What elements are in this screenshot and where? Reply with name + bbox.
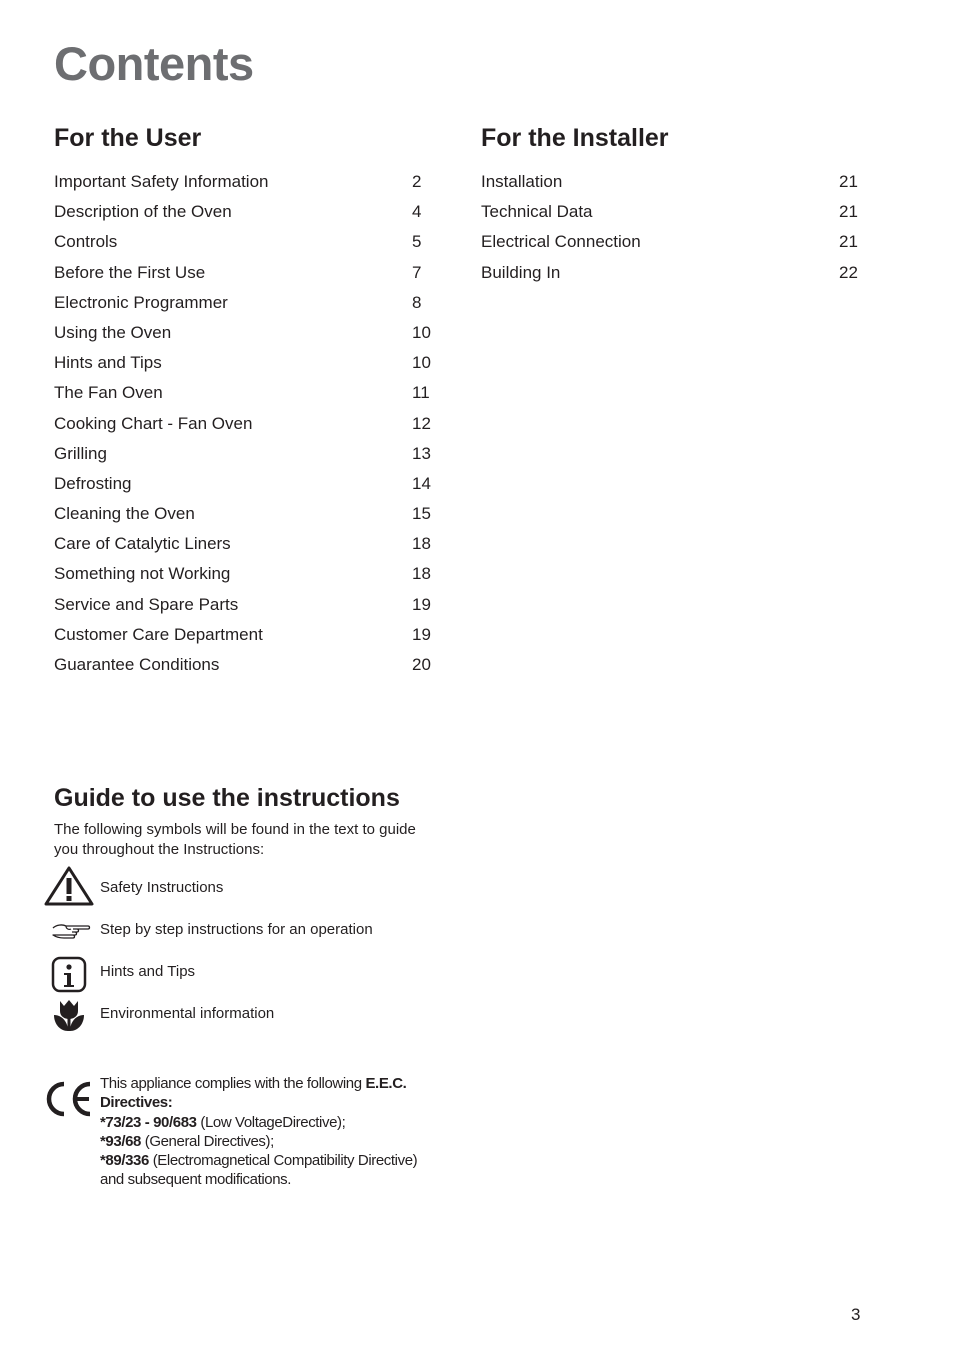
toc-entry [54,353,434,383]
toc-entry [54,504,434,534]
toc-entry [54,625,434,655]
toc-entry-page: 2 [412,172,422,191]
toc-entry-label: Grilling [54,443,107,463]
toc-entry [54,564,434,594]
compliance-directives-label: E.E.C. Directives: [100,1075,407,1112]
ce-mark-icon [40,1076,96,1122]
toc-entry-page: 10 [412,353,431,373]
toc-entry-label: Before the First Use [54,262,206,282]
symbol-row-hints [44,956,464,996]
toc-entry-page: 12 [412,413,431,433]
toc-entry-label: Hints and Tips [54,353,162,373]
installer-toc-list [481,172,861,293]
toc-entry-page: 21 [839,202,858,222]
user-section-heading: For the User [54,124,202,152]
toc-entry-label: The Fan Oven [54,383,163,403]
toc-entry-page: 21 [839,172,858,191]
toc-entry [481,202,861,232]
toc-entry-page: 8 [412,292,422,312]
toc-entry-page: 18 [412,534,431,554]
toc-entry-page: 7 [412,262,422,282]
toc-entry-page: 19 [412,624,431,644]
directive-code: *93/68 [100,1132,141,1150]
toc-entry [54,172,434,202]
toc-entry [481,263,861,293]
toc-entry [54,293,434,323]
toc-entry-label: Cooking Chart - Fan Oven [54,413,253,433]
toc-entry-page: 11 [412,383,430,403]
toc-entry-label: Customer Care Department [54,624,263,644]
compliance-text [100,1074,460,1190]
toc-entry-page: 22 [839,262,858,282]
info-icon [44,956,94,996]
symbol-label: Environmental information [100,1005,275,1022]
toc-entry-label: Building In [481,262,561,282]
toc-entry [481,172,861,202]
toc-entry-label: Technical Data [481,202,593,222]
page-title: Contents [54,37,254,90]
compliance-footer: and subsequent modifications. [100,1171,292,1189]
symbol-row-environment [44,998,464,1038]
compliance-line1: This appliance complies with the following [100,1075,366,1092]
symbol-row-steps [44,914,464,954]
toc-entry-page: 19 [412,594,431,614]
installer-section-heading: For the Installer [481,124,669,152]
toc-entry-label: Description of the Oven [54,202,232,222]
toc-entry-page: 18 [412,564,431,584]
toc-entry [54,474,434,504]
toc-entry-label: Defrosting [54,473,132,493]
toc-entry [54,444,434,474]
toc-entry-label: Using the Oven [54,322,172,342]
toc-entry [54,202,434,232]
toc-entry-page: 13 [412,443,431,463]
guide-intro: The following symbols will be found in the text to guide you throughout the Instructions: [54,821,416,858]
toc-entry-label: Electrical Connection [481,232,641,252]
toc-entry-label: Care of Catalytic Liners [54,534,231,554]
directive-code: *73/23 - 90/683 [100,1113,197,1131]
toc-entry-label: Controls [54,232,118,252]
warning-triangle-icon [44,866,94,906]
directive-code: *89/336 [100,1152,149,1170]
toc-entry [54,263,434,293]
directive-name: (General Directives); [140,1132,274,1150]
toc-entry-page: 15 [412,504,431,524]
guide-heading: Guide to use the instructions [54,784,400,812]
symbol-label: Step by step instructions for an operation [100,921,373,938]
symbol-label: Hints and Tips [100,963,196,980]
pointing-hand-icon [44,914,94,954]
toc-entry-label: Electronic Programmer [54,292,228,312]
toc-entry-label: Important Safety Information [54,172,269,191]
toc-entry-label: Something not Working [54,564,231,584]
toc-entry [481,232,861,262]
environment-flower-icon [44,998,94,1038]
page-number: 3 [851,1305,861,1324]
toc-entry-page: 21 [839,232,858,252]
toc-entry-page: 4 [412,202,422,222]
toc-entry-label: Service and Spare Parts [54,594,239,614]
toc-entry [54,414,434,444]
toc-entry [54,534,434,564]
toc-entry-label: Cleaning the Oven [54,504,195,524]
toc-entry-page: 5 [412,232,422,252]
directive-name: (Electromagnetical Compatibility Directive) [148,1152,418,1170]
toc-entry [54,595,434,625]
toc-entry-label: Guarantee Conditions [54,655,220,674]
toc-entry-page: 10 [412,322,431,342]
symbol-row-safety [44,866,464,906]
toc-entry [54,323,434,353]
toc-entry [54,232,434,262]
toc-entry [54,655,434,685]
directive-name: (Low VoltageDirective); [196,1113,346,1131]
symbol-label: Safety Instructions [100,879,224,896]
toc-entry [54,383,434,413]
toc-entry-page: 20 [412,655,431,674]
user-toc-list [54,172,434,685]
toc-entry-page: 14 [412,473,431,493]
toc-entry-label: Installation [481,172,563,191]
